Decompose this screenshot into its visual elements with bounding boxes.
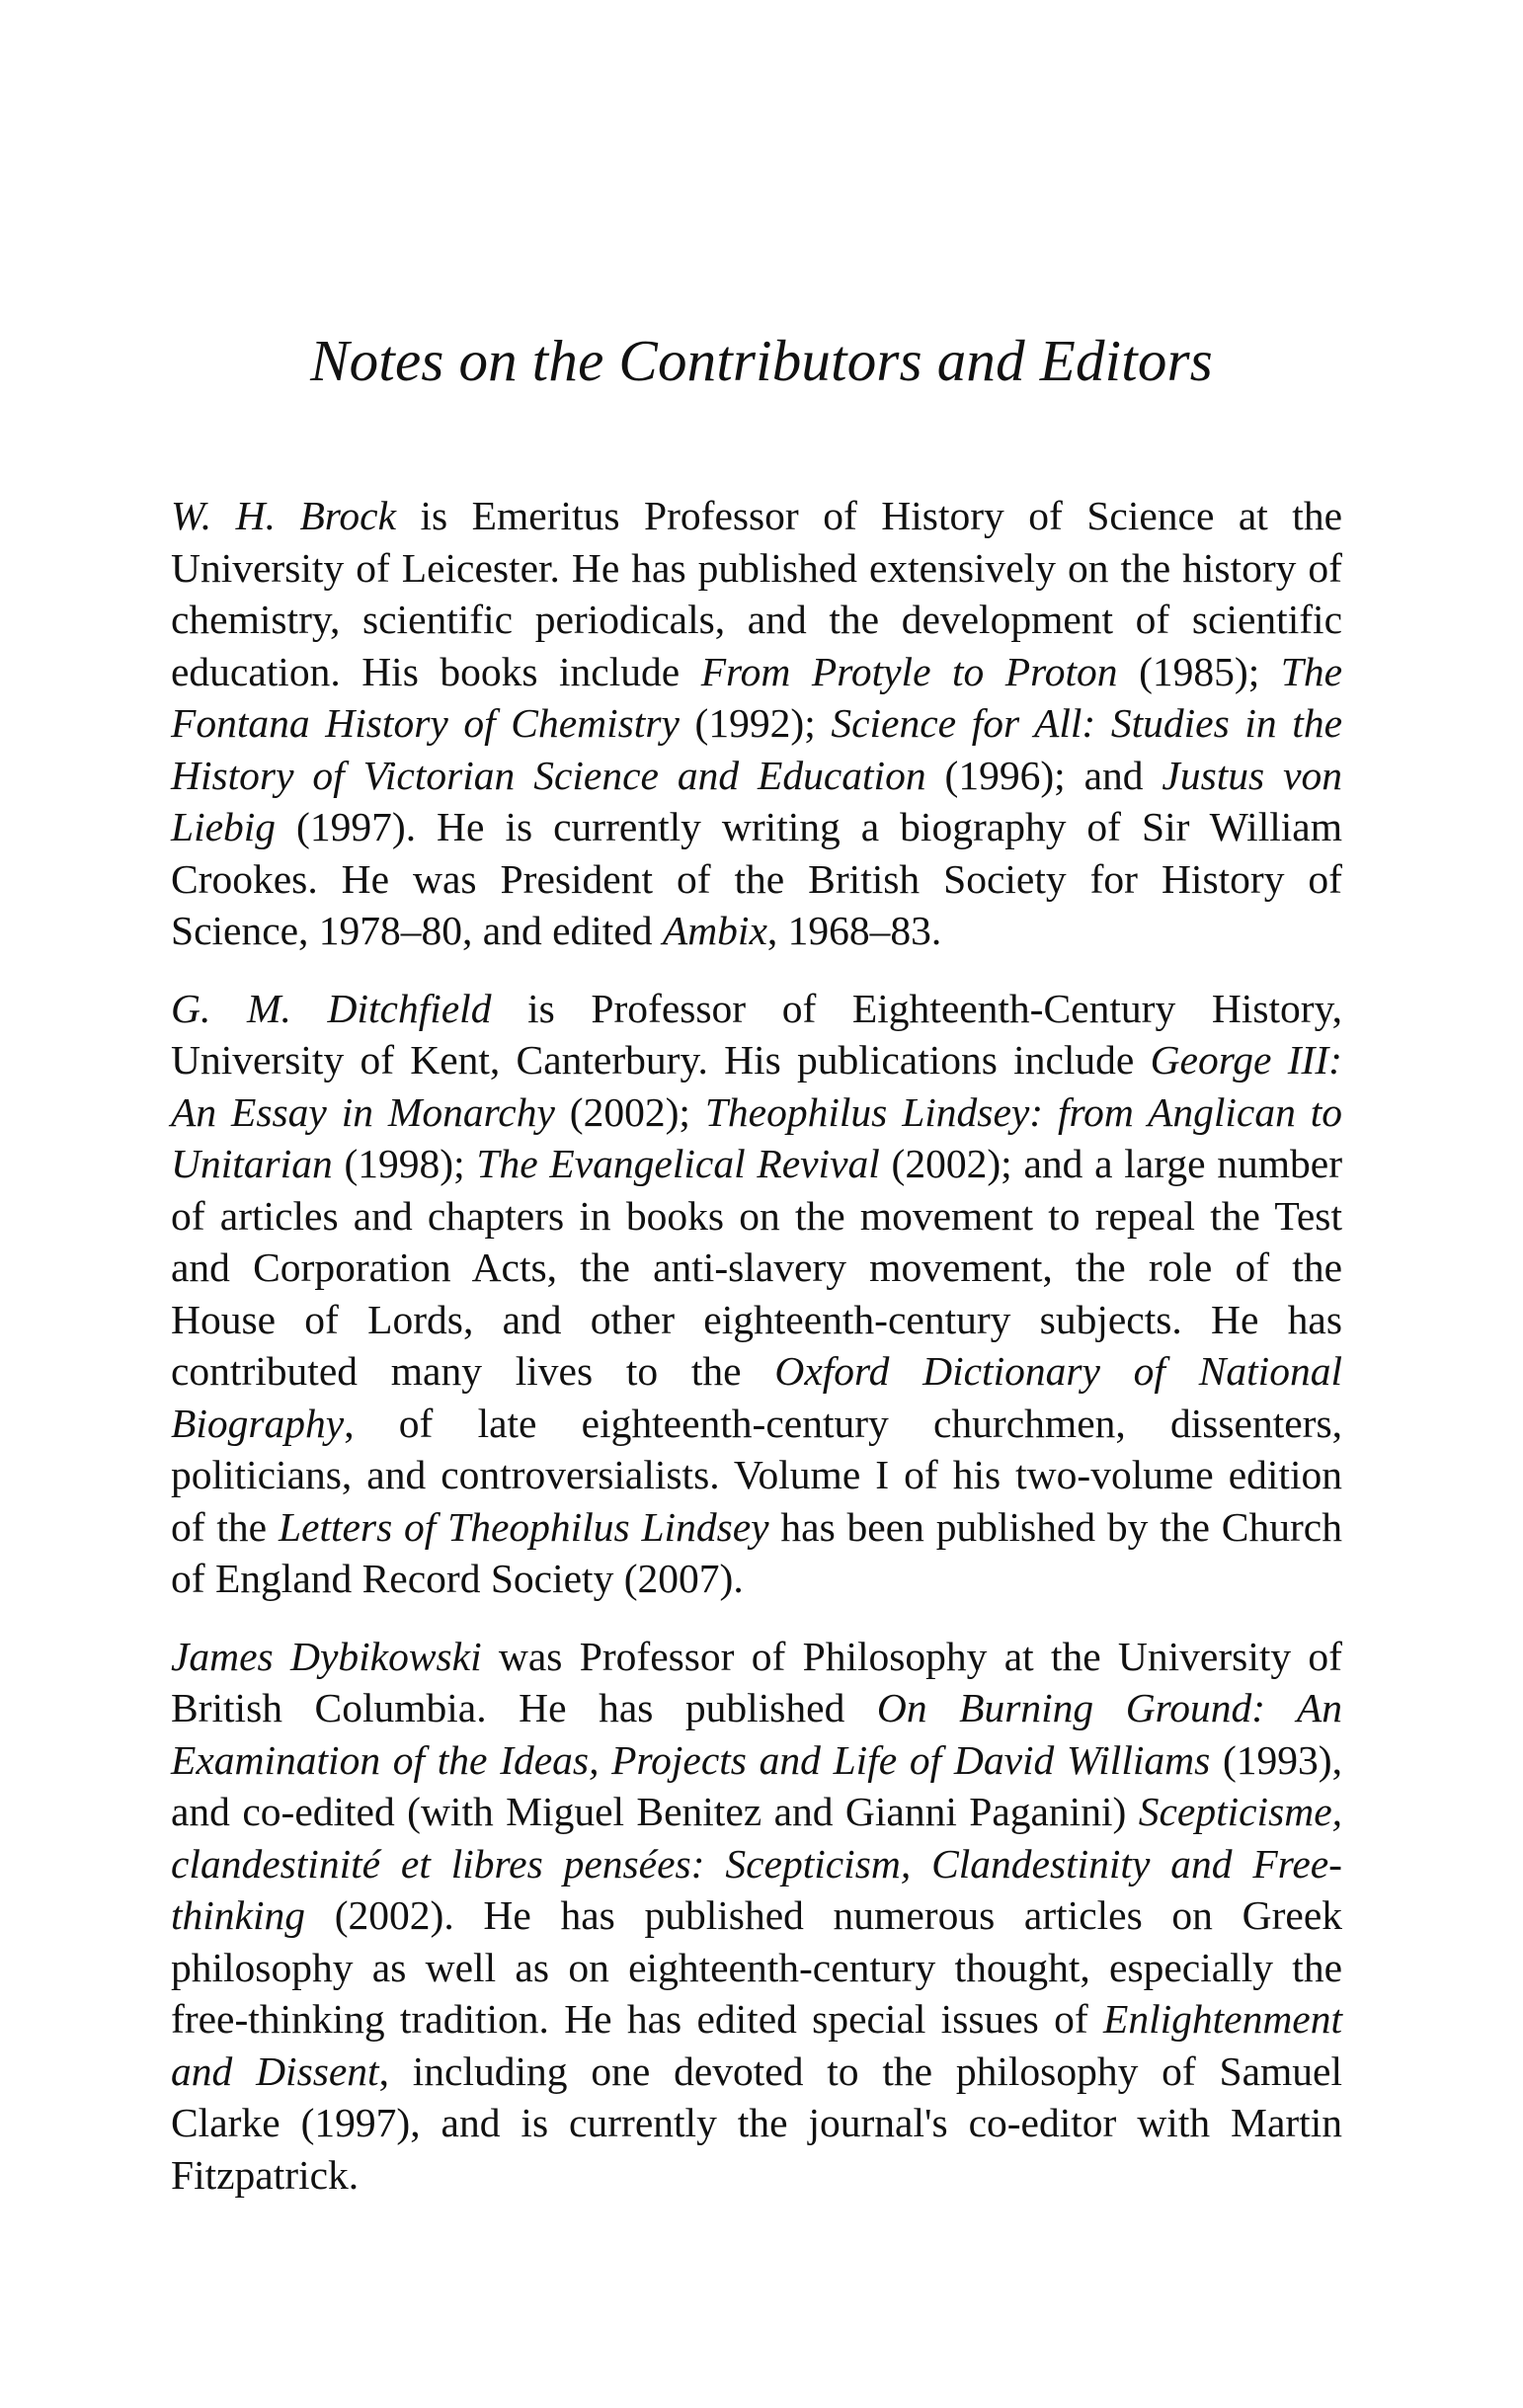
italic-text-run: The Evangelical Revival <box>476 1141 880 1186</box>
text-run: , 1968–83. <box>766 908 942 953</box>
text-run: (1996); and <box>925 752 1162 798</box>
text-run: (1998); <box>332 1141 477 1186</box>
italic-text-run: Ambix <box>662 908 767 953</box>
text-run: (1997). He is currently writing a biography of Sir William Crookes. He was President of the British Society for History of Science, 1978–80, and edited <box>171 804 1342 953</box>
italic-text-run: On Burning Ground: An Examination of the Ideas, Projects and Life of David Williams <box>171 1685 1342 1783</box>
text-run: (1985); <box>1117 648 1281 694</box>
italic-text-run: Science for All: Studies in the History of Victorian Science and Education <box>171 700 1343 798</box>
text-run: (1993), and co-edited (with Miguel Benitez and Gianni Paganini) <box>171 1736 1342 1834</box>
italic-text-run: George III: An Essay in Monarchy <box>171 1037 1343 1135</box>
italic-text-run: Justus von Liebig <box>171 752 1343 849</box>
text-run: has been published by the Church of England Record Society (2007). <box>171 1503 1342 1601</box>
italic-text-run: G. M. Ditchfield <box>171 985 492 1031</box>
contributor-entry-brock <box>171 490 1342 957</box>
contributor-entry-dybikowski <box>171 1631 1342 2202</box>
italic-text-run: Enlightenment and Dissent <box>171 1996 1342 2094</box>
text-run: is Emeritus Professor of History of Science at the University of Leicester. He has published extensively on the history of chemistry, scientific periodicals, and the development of scientific education. His books include <box>171 493 1342 694</box>
text-run: , including one devoted to the philosophy of Samuel Clarke (1997), and is currently the journal's co-editor with Martin Fitzpatrick. <box>171 2047 1343 2198</box>
text-run: (2002). He has published numerous articles on Greek philosophy as well as on eighteenth-century thought, especially the free-thinking tradition. He has edited special issues of <box>171 1892 1342 2042</box>
italic-text-run: Oxford Dictionary of National Biography <box>171 1348 1342 1446</box>
italic-text-run: James Dybikowski <box>171 1633 482 1679</box>
text-run: is Professor of Eighteenth-Century History, University of Kent, Canterbury. His publications include <box>171 985 1342 1083</box>
contributor-entry-ditchfield <box>171 983 1342 1605</box>
italic-text-run: Letters of Theophilus Lindsey <box>278 1503 769 1550</box>
contributors-list <box>171 490 1342 2226</box>
italic-text-run: The Fontana History of Chemistry <box>171 648 1343 746</box>
text-run: , of late eighteenth-century churchmen, dissenters, politicians, and controversialists. Volume I of his two-volume edition of the <box>171 1400 1342 1550</box>
italic-text-run: Scepticisme, clandestinité et libres pensées: Scepticism, Clandestinity and Free-thinking <box>171 1789 1342 1938</box>
italic-text-run: Theophilus Lindsey: from Anglican to Unitarian <box>171 1088 1342 1186</box>
italic-text-run: From Protyle to Proton <box>700 648 1118 694</box>
text-run: (2002); <box>554 1088 705 1135</box>
text-run: was Professor of Philosophy at the University of British Columbia. He has published <box>171 1633 1342 1730</box>
text-run: (2002); and a large number of articles and chapters in books on the movement to repeal the Test and Corporation Acts, the anti-slavery movement, the role of the House of Lords, and other eighteenth-century subjects. He has contributed many lives to the <box>171 1141 1343 1394</box>
page-title: Notes on the Contributors and Editors <box>310 328 1213 393</box>
italic-text-run: W. H. Brock <box>171 493 397 538</box>
text-run: (1992); <box>679 700 832 746</box>
